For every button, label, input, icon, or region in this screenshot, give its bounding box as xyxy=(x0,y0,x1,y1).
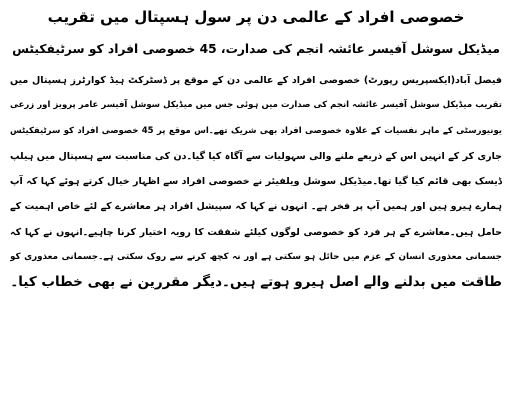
subheadline: میڈیکل سوشل آفیسر عائشہ انجم کی صدارت، 45 خصوصی افراد کو سرٹیفکیٹس xyxy=(12,42,500,56)
headline: خصوصی افراد کے عالمی دن پر سول ہسپتال میں تقریب xyxy=(47,8,465,26)
body-line: جاری کر کے انہیں اس کے ذریعے ملنے والی سہولیات سے آگاہ کیا گیا۔دن کی مناسبت سے ہسپتال میں ہیلپ xyxy=(10,150,502,162)
body-line: تقریب میڈیکل سوشل آفیسر عائشہ انجم کی صدارت میں ہوئی جس میں میڈیکل سوشل آفیسر عامر پرویز اور زرعی xyxy=(10,100,502,111)
body-line: جسمانی معذوری انسان کے عزم میں حائل ہو سکتی ہے اور نہ کچھ کرنے سے روک سکتی ہے۔جسمانی معذوری کو xyxy=(10,252,502,263)
body-line: حامل ہیں۔معاشرے کے ہر فرد کو خصوصی لوگوں کیلئے شفقت کا رویہ اختیار کرنا چاہیے۔انہوں نے کہا کہ xyxy=(10,226,502,238)
article-body xyxy=(10,68,502,296)
body-line: فیصل آباد(ایکسپریس رپورٹ) خصوصی افراد کے عالمی دن کے موقع پر ڈسٹرکٹ ہیڈ کوارٹرز ہسپتال میں xyxy=(10,75,502,86)
body-line: یونیورسٹی کے ماہر نفسیات کے علاوہ خصوصی افراد بھی شریک تھے۔اس موقع پر 45 خصوصی افراد کو سرٹیفکیٹس xyxy=(10,125,502,136)
body-line: ڈیسک بھی قائم کیا گیا تھا۔میڈیکل سوشل ویلفیئر نے خصوصی افراد سے اظہار خیال کرتے ہوئے کہا کہ آپ xyxy=(10,176,502,188)
body-line: ہمارے ہیرو ہیں اور ہمیں آپ پر فخر ہے۔ انہوں نے کہا کہ سپیشل افراد ہر معاشرے کے لئے خاص اہمیت کے xyxy=(10,201,502,213)
body-line: طاقت میں بدلنے والے اصل ہیرو ہوتے ہیں۔دیگر مقررین نے بھی خطاب کیا۔ xyxy=(10,274,502,291)
